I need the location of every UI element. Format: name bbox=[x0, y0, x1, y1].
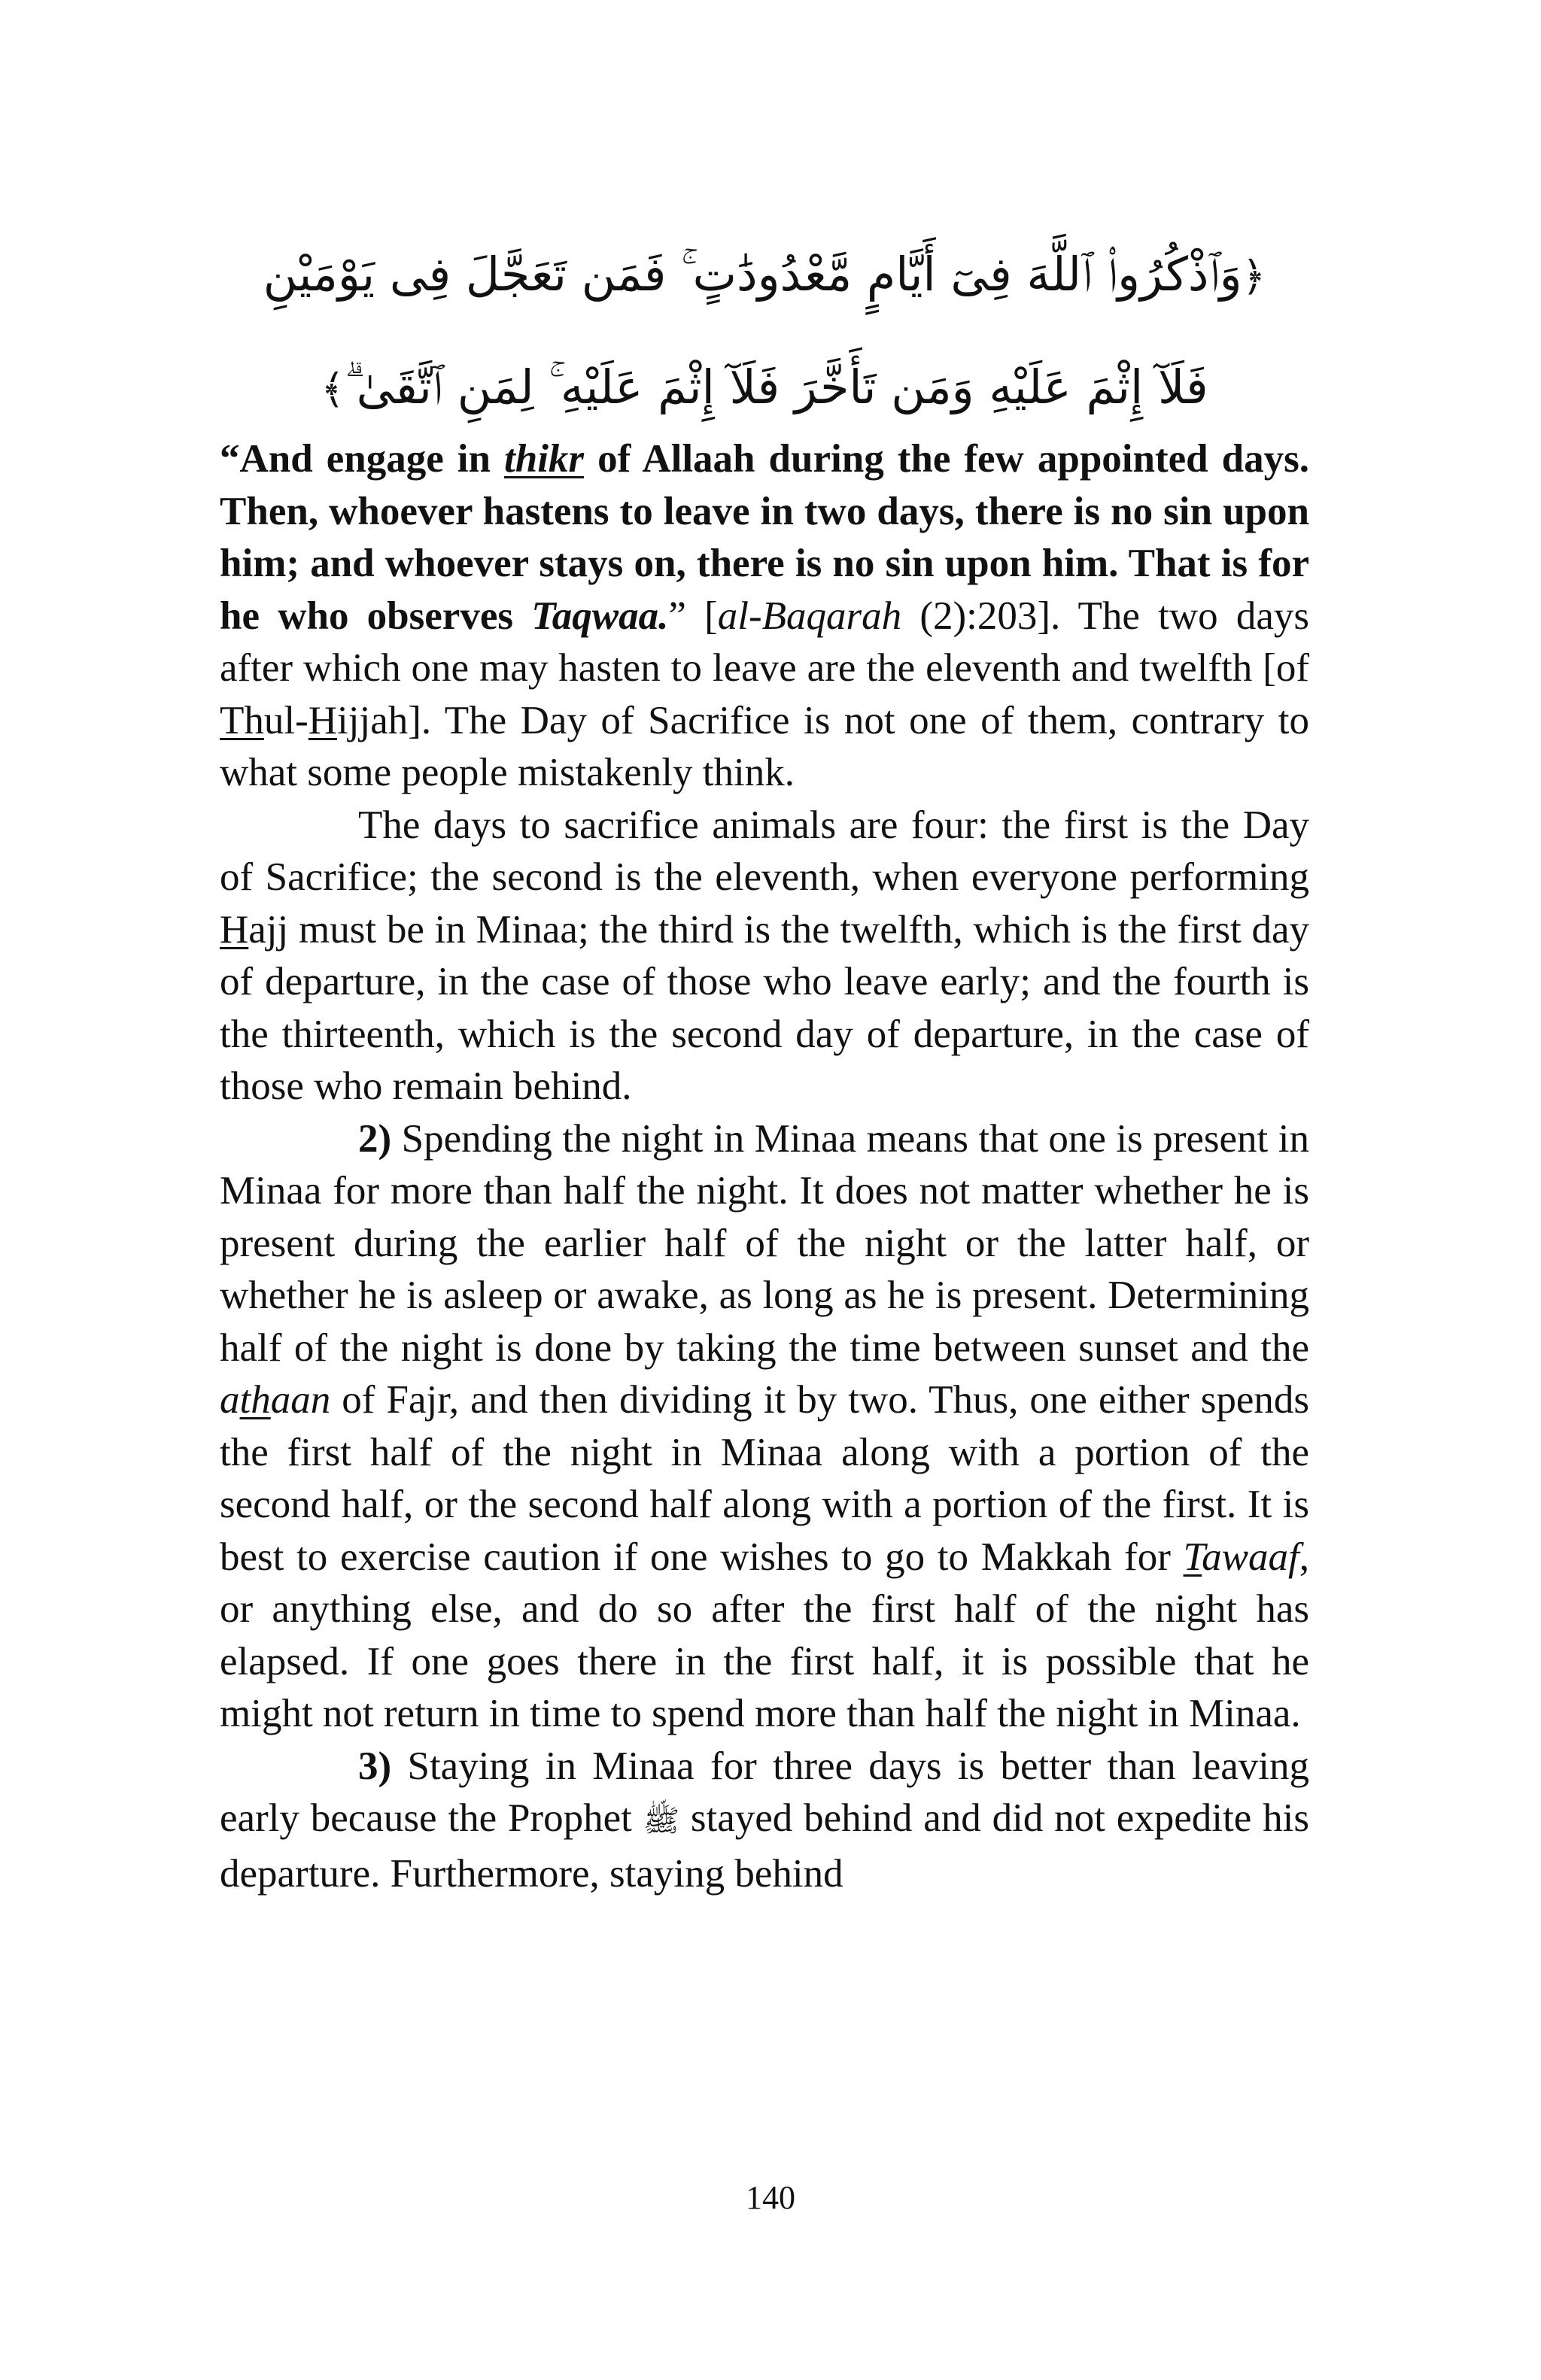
point-number-2: 2) bbox=[358, 1116, 392, 1161]
quran-verse-text-1: وَٱذْكُرُوا۟ ٱللَّهَ فِىٓ أَيَّامٍ مَّعْدُودَٰتٍ ۚ فَمَن تَعَجَّلَ فِى يَوْمَيْنِ bbox=[263, 247, 1242, 302]
paragraph-point-3: 3) Staying in Minaa for three days is better than leaving early because the Prophet ﷺ stayed behind and did not expedite his departure. Furthermore, staying behind bbox=[220, 1744, 1309, 1896]
term-thikr: thikr bbox=[504, 437, 585, 481]
quran-verse-text-2: فَلَآ إِثْمَ عَلَيْهِ وَمَن تَأَخَّرَ فَلَآ إِثْمَ عَلَيْهِ ۚ لِمَنِ ٱتَّقَىٰ ۗ bbox=[345, 360, 1208, 414]
term-tawaaf: Tawaaf bbox=[1183, 1535, 1299, 1579]
term-taqwaa: Taqwaa. bbox=[531, 593, 669, 638]
quran-verse-line-2 bbox=[220, 354, 1309, 423]
reference-surah: al-Baqarah bbox=[717, 593, 902, 638]
paragraph-point-2: 2) Spending the night in Minaa means that one is present in Minaa for more than half the night. It does not matter whether he is present during the earlier half of the night or the latter half, or whether he is asleep or awake, as long as he is present. Determining half of the night is done by taking the time between sunset and the athaan of Fajr, and then dividing it by two. Thus, one either spends the first half of the night in Minaa along with a portion of the second half, or the second half along with a portion of the first. It is best to exercise caution if one wishes to go to Makkah for Tawaaf, or anything else, and do so after the first half of the night has elapsed. If one goes there in the first half, it is possible that he might not return in time to spend more than half the night in Minaa. bbox=[220, 1116, 1309, 1735]
verse-translation: “And engage in thikr of Allaah during the few appointed days. Then, whoever hastens to leave in two days, there is no sin upon him; and whoever stays on, there is no sin upon him. That is for he who observes Taqwaa. bbox=[220, 437, 1310, 638]
paragraph-translation: “And engage in thikr of Allaah during the few appointed days. Then, whoever hastens to leave in two days, there is no sin upon him; and whoever stays on, there is no sin upon him. That is for he who observes Taqwaa.” [al-Baqarah (2):203]. The two days after which one may hasten to leave are the eleventh and twelfth [of Thul-Hijjah]. The Day of Sacrifice is not one of them, contrary to what some people mistakenly think. bbox=[220, 437, 1310, 794]
ornate-bracket-open: ﴿ bbox=[1242, 253, 1266, 300]
point-number-3: 3) bbox=[358, 1744, 392, 1788]
paragraph-sacrifice-days: The days to sacrifice animals are four: the first is the Day of Sacrifice; the second is the eleventh, when everyone performing Hajj must be in Minaa; the third is the twelfth, which is the first day of departure, in the case of those who leave early; and the fourth is the thirteenth, which is the second day of departure, in the case of those who remain behind. bbox=[220, 803, 1309, 1108]
body-text bbox=[220, 433, 1309, 1900]
salawat-glyph: ﷺ bbox=[643, 1804, 680, 1838]
quran-verse-line-1 bbox=[220, 241, 1309, 311]
term-athaan: athaan bbox=[220, 1378, 331, 1422]
page-number: 140 bbox=[746, 2179, 795, 2216]
ornate-bracket-close: ﴾ bbox=[321, 366, 345, 413]
